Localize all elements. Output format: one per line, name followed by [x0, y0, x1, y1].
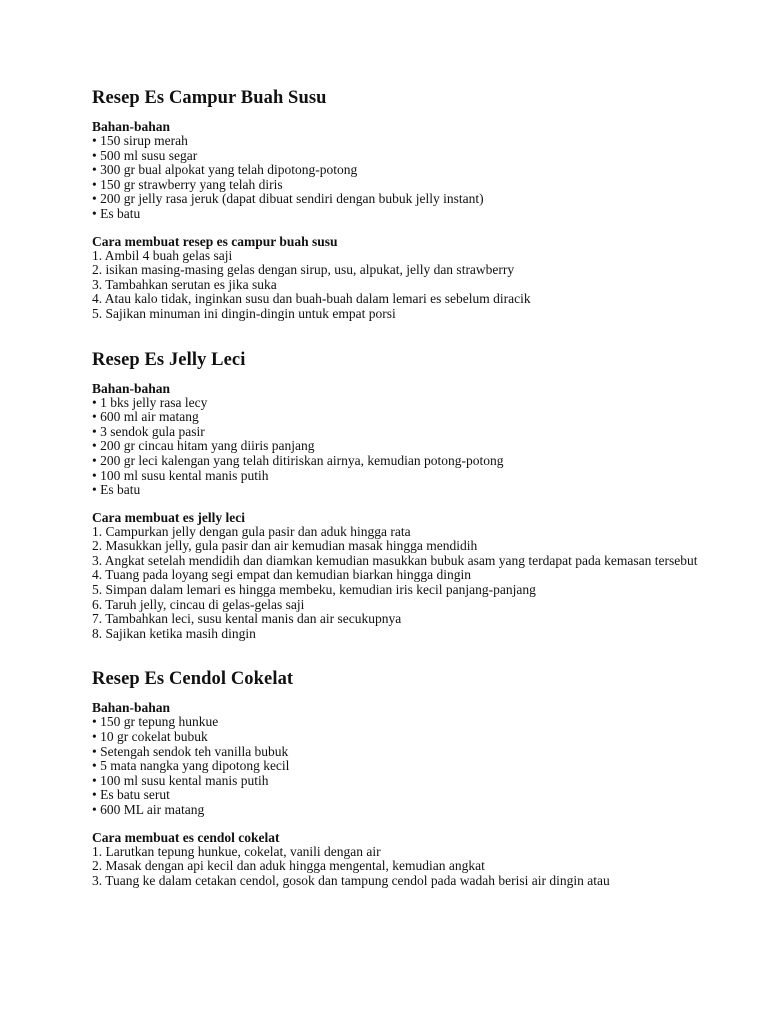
step-item: 5. Simpan dalam lemari es hingga membeku, kemudian iris kecil panjang-panjang [92, 582, 536, 598]
step-item: 2. Masak dengan api kecil dan aduk hingga mengental, kemudian angkat [92, 858, 485, 874]
ingredients-heading: Bahan-bahan [92, 119, 171, 134]
step-item: 7. Tambahkan leci, susu kental manis dan air secukupnya [92, 611, 402, 627]
ingredient-item: • Es batu [92, 205, 141, 221]
ingredient-item: • 600 ML air matang [92, 802, 205, 817]
step-item: 2. isikan masing-masing gelas dengan sirup, usu, alpukat, jelly dan strawberry [92, 262, 515, 278]
step-item: 3. Tuang ke dalam cetakan cendol, gosok dan tampung cendol pada wadah berisi air dingin atau [92, 872, 610, 888]
steps-section [92, 234, 732, 322]
step-item: 8. Sajikan ketika masih dingin [92, 625, 256, 641]
steps-section [92, 510, 732, 642]
ingredient-item: • 150 gr strawberry yang telah diris [92, 176, 283, 192]
ingredient-item: • 500 ml susu segar [92, 147, 198, 163]
step-item: 2. Masukkan jelly, gula pasir dan air kemudian masak hingga mendidih [92, 538, 478, 554]
step-item: 3. Angkat setelah mendidih dan diamkan kemudian masukkan bubuk asam yang terdapat pada kemasan tersebut [92, 552, 698, 568]
ingredient-item: • 200 gr jelly rasa jeruk (dapat dibuat sendiri dengan bubuk jelly instant) [92, 191, 484, 207]
recipe-title: Resep Es Cendol Cokelat [92, 669, 294, 690]
step-item: 4. Atau kalo tidak, inginkan susu dan buah-buah dalam lemari es sebelum diracik [92, 291, 531, 307]
ingredient-item: • 3 sendok gula pasir [92, 423, 205, 439]
ingredient-item: • 10 gr cokelat bubuk [92, 729, 208, 745]
ingredient-item: • 100 ml susu kental manis putih [92, 467, 269, 483]
ingredients-heading: Bahan-bahan [92, 380, 171, 396]
ingredient-item: • 150 gr tepung hunkue [92, 714, 219, 730]
step-item: 1. Larutkan tepung hunkue, cokelat, vanili dengan air [92, 843, 381, 859]
ingredient-item: • 1 bks jelly rasa lecy [92, 394, 208, 410]
ingredients-heading: Bahan-bahan [92, 700, 171, 716]
ingredient-item: • 5 mata nangka yang dipotong kecil [92, 758, 290, 774]
steps-heading: Cara membuat es jelly leci [92, 509, 245, 525]
recipe-title: Resep Es Campur Buah Susu [92, 88, 327, 108]
recipe-es-jelly-leci [92, 348, 732, 642]
ingredient-item: • 100 ml susu kental manis putih [92, 772, 269, 788]
steps-heading: Cara membuat resep es campur buah susu [92, 233, 338, 249]
ingredient-item: • Es batu serut [92, 787, 170, 803]
recipe-es-cendol-cokelat [92, 667, 732, 888]
step-item: 1. Ambil 4 buah gelas saji [92, 247, 233, 263]
steps-section [92, 830, 732, 889]
ingredient-item: • 300 gr bual alpokat yang telah dipotong-potong [92, 162, 358, 178]
ingredients-section [92, 119, 732, 222]
step-item: 6. Taruh jelly, cincau di gelas-gelas saji [92, 596, 305, 612]
steps-heading: Cara membuat es cendol cokelat [92, 829, 280, 845]
step-item: 1. Campurkan jelly dengan gula pasir dan aduk hingga rata [92, 523, 411, 539]
ingredients-section [92, 700, 732, 817]
ingredient-item: • Es batu [92, 482, 141, 498]
step-item: 4. Tuang pada loyang segi empat dan kemudian biarkan hingga dingin [92, 567, 472, 583]
step-item: 3. Tambahkan serutan es jika suka [92, 276, 277, 292]
ingredient-item: • 200 gr leci kalengan yang telah ditiriskan airnya, kemudian potong-potong [92, 452, 504, 468]
recipe-es-campur-buah-susu [92, 86, 732, 322]
recipe-title: Resep Es Jelly Leci [92, 349, 246, 370]
ingredient-item: • 200 gr cincau hitam yang diiris panjang [92, 438, 315, 454]
ingredient-item: • 150 sirup merah [92, 133, 188, 148]
document-page [92, 86, 732, 888]
ingredients-section [92, 381, 732, 498]
ingredient-item: • 600 ml air matang [92, 409, 199, 425]
ingredient-item: • Setengah sendok teh vanilla bubuk [92, 743, 289, 759]
step-item: 5. Sajikan minuman ini dingin-dingin untuk empat porsi [92, 305, 396, 321]
